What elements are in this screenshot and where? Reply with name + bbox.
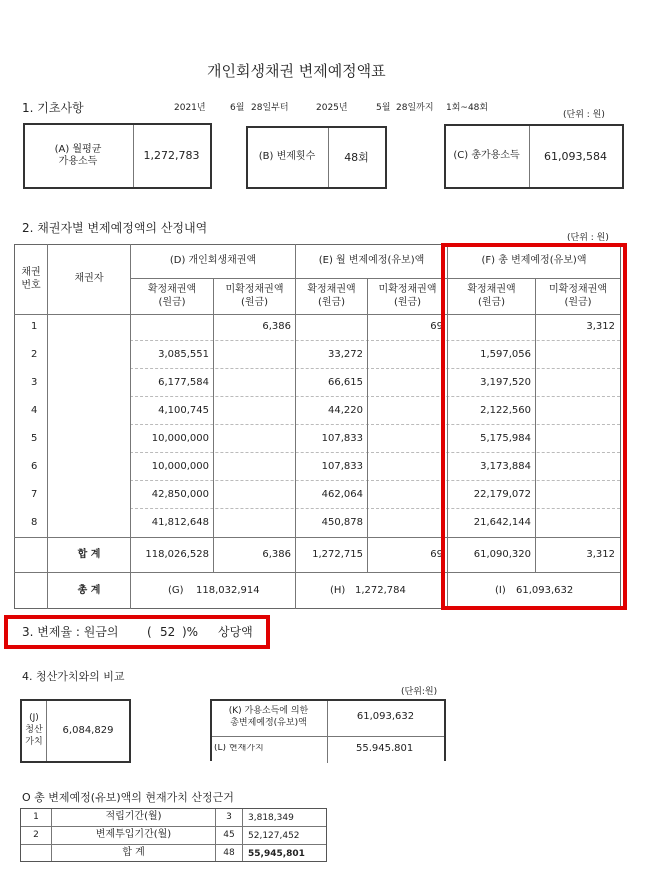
total-i-value: 61,093,632 — [516, 585, 574, 596]
pv-row-value: 3,818,349 — [248, 813, 294, 823]
header-f-unconfirmed: 미확정채권액 (원금) — [549, 284, 607, 308]
header-d-confirmed: 확정채권액 (원금) — [147, 284, 197, 308]
liquidation-value: 6,084,829 — [62, 724, 114, 736]
row-no: 5 — [31, 433, 38, 444]
subtotal-e-unconfirmed: 69 — [430, 549, 443, 560]
pv-row-no: 1 — [33, 811, 39, 822]
cell-f-confirmed: 21,642,144 — [473, 517, 531, 528]
header-creditor: 채권자 — [74, 273, 104, 285]
period-start-year: 2021년 — [174, 103, 206, 113]
cell-d-confirmed: 3,085,551 — [158, 348, 209, 360]
cell-d-confirmed: 10,000,000 — [151, 460, 209, 472]
row-no: 2 — [31, 349, 38, 360]
total-i-label: (I) — [495, 585, 506, 596]
cell-d-confirmed: 4,100,745 — [158, 404, 209, 416]
section1-heading: 1. 기초사항 — [22, 101, 84, 115]
period-start-month: 6월 — [230, 103, 245, 113]
pv-row-months: 3 — [226, 811, 232, 822]
pv-total-months: 48 — [223, 847, 235, 858]
subtotal-f-unconfirmed: 3,312 — [586, 549, 615, 560]
repayment-rate-open: ( — [147, 625, 152, 639]
available-income-total-value: 61,093,632 — [356, 711, 415, 723]
repayment-rate-close: )% — [182, 625, 199, 639]
cell-f-confirmed: 3,173,884 — [480, 460, 531, 472]
cell-f-confirmed: 5,175,984 — [480, 432, 531, 444]
monthly-income-value: 1,272,783 — [143, 149, 200, 163]
section5-heading: O 총 변제예정(유보)액의 현재가치 산정근거 — [22, 791, 234, 804]
repayment-rate-value: 52 — [160, 625, 176, 639]
subtotal-label: 합 계 — [77, 548, 101, 560]
header-e-unconfirmed: 미확정채권액 (원금) — [378, 284, 437, 308]
header-f: (F) 총 변제예정(유보)액 — [481, 255, 587, 267]
section1-unit: (단위 : 원) — [563, 110, 605, 120]
pv-row-months: 45 — [223, 829, 235, 840]
cell-e-confirmed: 107,833 — [321, 432, 363, 444]
header-d-unconfirmed: 미확정채권액 (원금) — [225, 284, 284, 308]
row-no: 7 — [31, 489, 38, 500]
section4-heading: 4. 청산가치와의 비교 — [22, 670, 125, 683]
pv-total-value: 55,945,801 — [248, 849, 305, 859]
total-h-label: (H) — [330, 585, 346, 596]
repayment-rate-suffix: 상당액 — [218, 625, 253, 639]
cell-e-confirmed: 450,878 — [321, 517, 363, 528]
cell-d-confirmed: 41,812,648 — [151, 517, 209, 528]
total-g-label: (G) — [168, 585, 184, 596]
cell-e-confirmed: 107,833 — [321, 460, 363, 472]
available-income-total-label: (K) 가용소득에 의한 총변제예정(유보)액 — [228, 706, 309, 728]
pv-row-no: 2 — [33, 829, 39, 840]
header-e: (E) 월 변제예정(유보)액 — [318, 255, 425, 267]
total-h-value: 1,272,784 — [355, 585, 406, 596]
pv-row-label: 적립기간(월) — [105, 811, 162, 823]
cell-f-confirmed: 22,179,072 — [473, 488, 531, 500]
cell-d-confirmed: 42,850,000 — [151, 488, 209, 500]
cell-f-confirmed: 1,597,056 — [480, 348, 531, 360]
pv-row-label: 변제투입기간(월) — [95, 829, 172, 841]
subtotal-d-unconfirmed: 6,386 — [262, 549, 291, 560]
row-no: 3 — [31, 377, 38, 388]
period-range: 1회~48회 — [446, 103, 489, 113]
monthly-income-label: (A) 월평균 가용소득 — [54, 143, 102, 167]
present-value-label: (L) 현재가치 — [214, 744, 264, 752]
pv-row-value: 52,127,452 — [248, 831, 300, 841]
period-start-day: 28일부터 — [251, 103, 289, 113]
section2-unit: (단위 : 원) — [567, 233, 609, 243]
period-end-year: 2025년 — [316, 103, 348, 113]
cell-e-confirmed: 44,220 — [328, 404, 363, 416]
liquidation-value-label: (J) 청산 가치 — [25, 713, 43, 747]
repay-count-value: 48회 — [344, 150, 369, 164]
row-no: 4 — [31, 405, 38, 416]
row-no: 1 — [31, 321, 38, 332]
period-end-month: 5월 — [376, 103, 391, 113]
header-d: (D) 개인회생채권액 — [169, 255, 257, 267]
f-column-highlight — [441, 243, 627, 610]
header-creditor-no: 채권 번호 — [21, 267, 41, 291]
row-no: 8 — [31, 517, 38, 528]
subtotal-e-confirmed: 1,272,715 — [312, 549, 363, 560]
header-e-confirmed: 확정채권액 (원금) — [307, 284, 356, 308]
cell-d-confirmed: 6,177,584 — [158, 376, 209, 388]
cell-e-confirmed: 33,272 — [328, 348, 363, 360]
pv-total-label: 합 계 — [122, 847, 145, 859]
section4-unit: (단위:원) — [401, 687, 438, 697]
repayment-rate-label: 3. 변제율 : 원금의 — [22, 625, 119, 639]
cell-f-unconfirmed: 3,312 — [586, 321, 615, 332]
cell-f-confirmed: 2,122,560 — [480, 404, 531, 416]
subtotal-f-confirmed: 61,090,320 — [473, 549, 531, 560]
header-f-confirmed: 확정채권액 (원금) — [467, 284, 516, 308]
repay-count-label: (B) 변제횟수 — [258, 151, 316, 163]
period-end-day: 28일까지 — [396, 103, 434, 113]
total-income-label: (C) 총가용소득 — [453, 150, 520, 162]
cell-e-confirmed: 462,064 — [321, 488, 363, 500]
subtotal-d-confirmed: 118,026,528 — [145, 549, 209, 560]
total-income-value: 61,093,584 — [544, 149, 607, 163]
document-title: 개인회생채권 변제예정액표 — [207, 62, 386, 80]
cell-d-confirmed: 10,000,000 — [151, 432, 209, 444]
row-no: 6 — [31, 461, 38, 472]
total-g-value: 118,032,914 — [196, 585, 260, 596]
cell-f-confirmed: 3,197,520 — [480, 376, 531, 388]
cell-e-confirmed: 66,615 — [328, 376, 363, 388]
total-label: 총 계 — [77, 584, 101, 596]
cell-d-unconfirmed: 6,386 — [262, 321, 291, 332]
cell-e-unconfirmed: 69 — [430, 321, 443, 332]
present-value-value: 55,945,801 — [356, 744, 414, 751]
section2-heading: 2. 채권자별 변제예정액의 산정내역 — [22, 221, 208, 235]
